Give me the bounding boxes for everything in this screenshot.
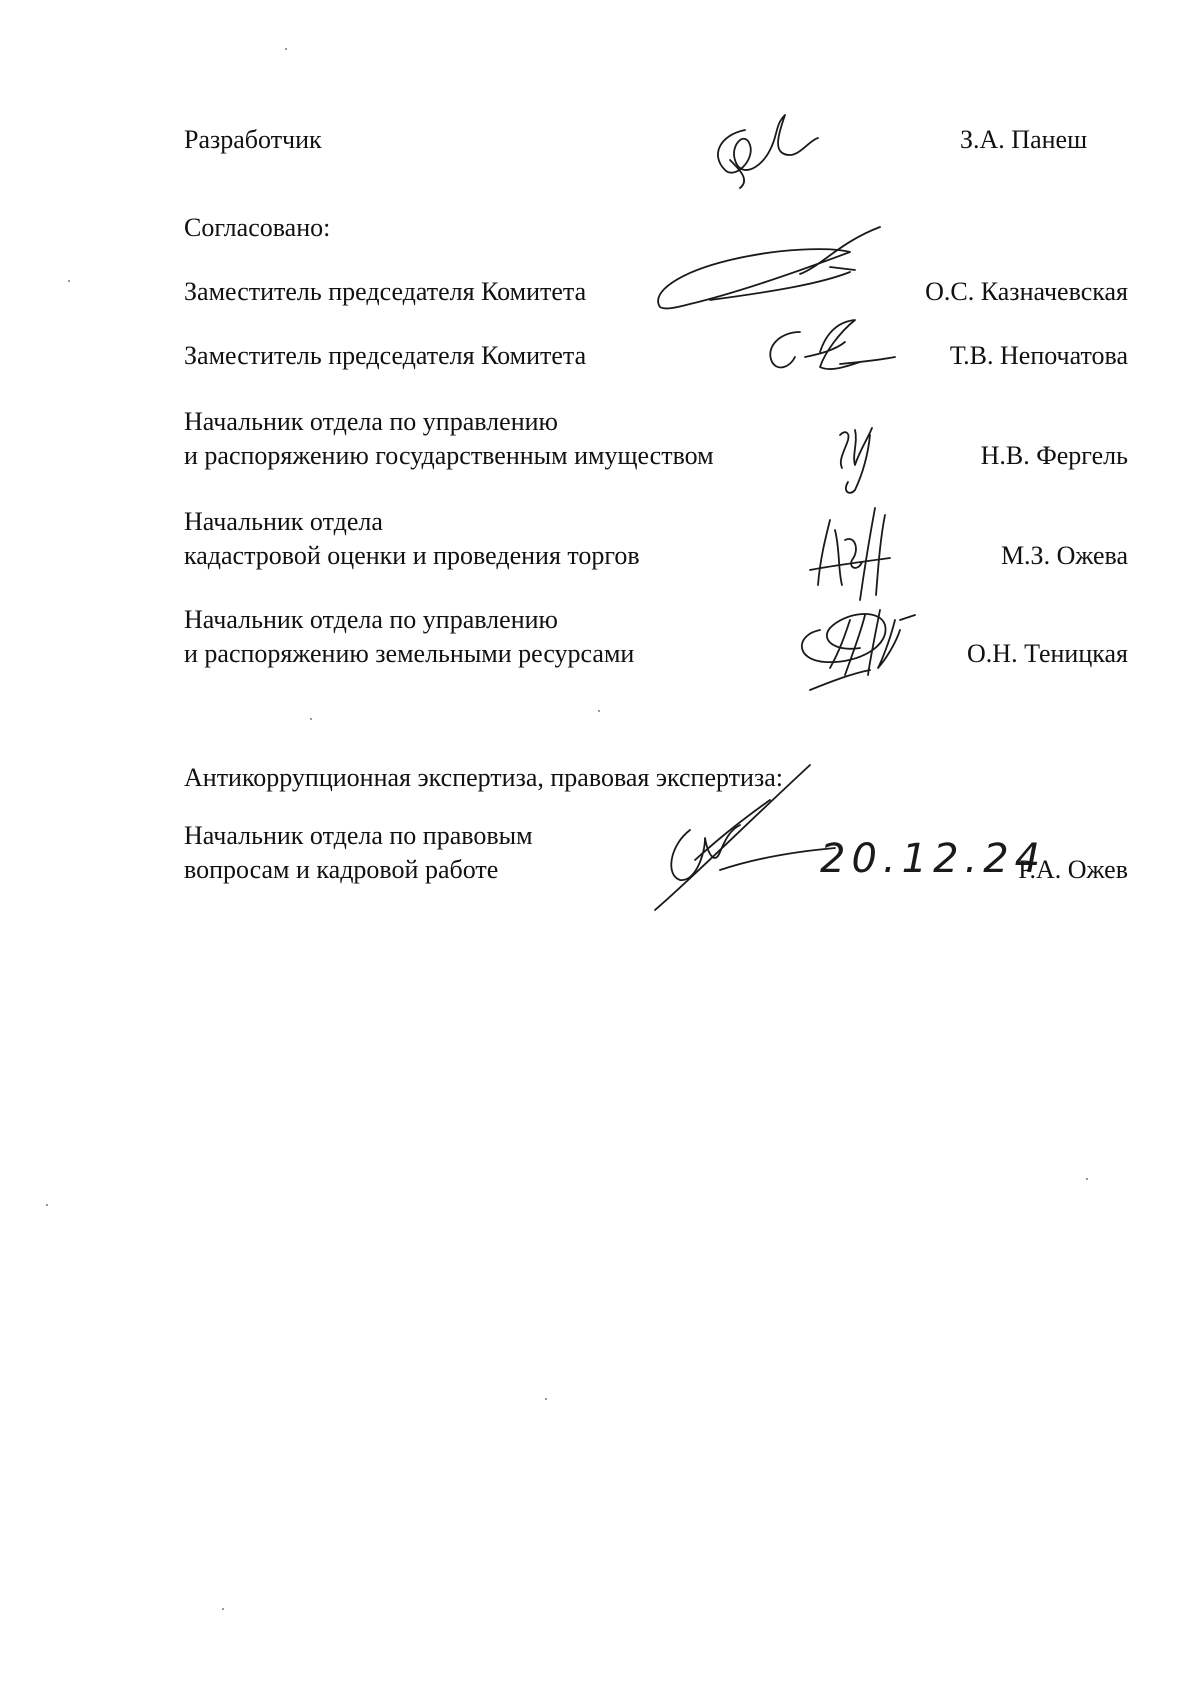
developer-signature (700, 100, 820, 190)
scan-speck (46, 1204, 48, 1206)
approver-name: М.З. Ожева (1000, 541, 1128, 570)
approver-signature (650, 222, 890, 322)
approver-role: Начальник отдела по управлению (184, 407, 558, 436)
developer-name: З.А. Панеш (960, 125, 1088, 154)
approver-role: кадастровой оценки и проведения торгов (184, 541, 640, 570)
scan-speck (285, 48, 287, 50)
approver-name: О.С. Казначевская (925, 277, 1128, 306)
scan-speck (545, 1398, 547, 1400)
approver-role: Начальник отдела (184, 507, 383, 536)
scan-speck (222, 1608, 224, 1610)
expertise-role: Начальник отдела по правовым (184, 821, 533, 850)
agreed-heading: Согласовано: (184, 213, 331, 242)
scan-speck (68, 280, 70, 282)
developer-role: Разработчик (184, 125, 322, 154)
approver-role: Заместитель председателя Комитета (184, 277, 587, 306)
approver-role: и распоряжению государственным имуществом (184, 441, 714, 470)
scan-speck (598, 710, 600, 712)
handwritten-date: 20.12.24 (820, 836, 1047, 882)
scan-speck (1086, 1178, 1088, 1180)
approver-role: и распоряжению земельными ресурсами (184, 639, 635, 668)
scan-speck (310, 718, 312, 720)
approver-name: О.Н. Теницкая (967, 639, 1128, 668)
approver-name: Т.В. Непочатова (949, 341, 1128, 370)
expertise-heading: Антикоррупционная экспертиза, правовая экспертиза: (184, 763, 783, 792)
approver-name: Н.В. Фергель (980, 441, 1128, 470)
approver-role: Начальник отдела по управлению (184, 605, 558, 634)
expertise-name: Р.А. Ожев (1018, 855, 1128, 884)
approver-role: Заместитель председателя Комитета (184, 341, 587, 370)
expertise-role: вопросам и кадровой работе (184, 855, 499, 884)
